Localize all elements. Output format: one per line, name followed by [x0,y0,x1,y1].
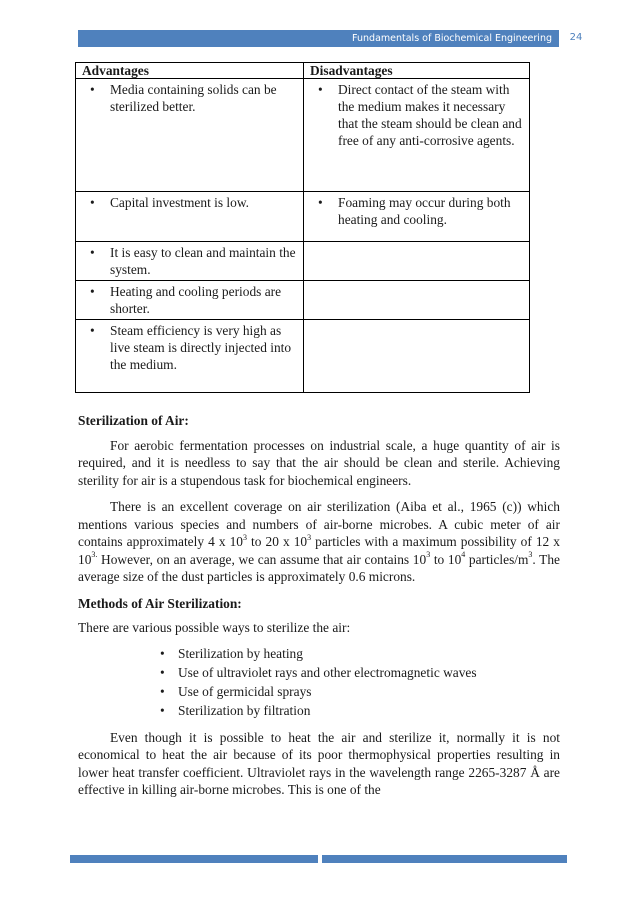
table-row [76,79,530,192]
advantage-cell [76,281,304,320]
bullet-icon: • [90,245,95,260]
methods-list [78,644,560,720]
advantage-text: It is easy to clean and maintain the system. [110,245,296,277]
advantage-cell [76,242,304,281]
column-header-disadvantages: Disadvantages [304,63,530,79]
disadvantage-cell [304,281,530,320]
advantage-cell [76,79,304,192]
list-item-text: Use of ultraviolet rays and other electromagnetic waves [178,664,477,680]
paragraph: Even though it is possible to heat the air and sterilize it, normally it is not economical to heat the air because of its poor thermophysical properties resulting in lower heat transfer coefficient. Ultraviolet rays in the wavelength range 2265-3287 Å are effective in killing air-borne microbes. This is one of the [78,729,560,797]
bullet-icon: • [160,683,165,699]
table-row [76,281,530,320]
disadvantage-text: Direct contact of the steam with the medium makes it necessary that the steam should be clean and free of any anti-corrosive agents. [338,82,522,148]
advantages-table [75,62,530,393]
advantage-cell [76,192,304,242]
header-bar [78,30,559,47]
text-run: to 10 [430,551,462,567]
list-item [160,682,560,701]
bullet-icon: • [90,284,95,299]
table-row [76,192,530,242]
disadvantage-cell [304,320,530,393]
bullet-icon: • [318,82,323,97]
superscript: 3 [528,550,533,560]
header-title: Fundamentals of Biochemical Engineering [352,33,552,44]
text-run: However, on an average, we can assume that air contains 10 [97,551,427,567]
list-item [160,701,560,720]
column-header-advantages: Advantages [76,63,304,79]
table-row [76,242,530,281]
text-run: particles with a maximum possibility of 12 x 10 [78,534,560,567]
superscript: 3 [242,532,247,542]
disadvantage-cell [304,242,530,281]
paragraph [78,498,560,586]
table-row [76,320,530,393]
bullet-icon: • [318,195,323,210]
superscript: 3. [91,550,98,560]
list-item-text: Sterilization by heating [178,645,303,661]
superscript: 3 [307,532,312,542]
superscript: 3 [426,550,431,560]
paragraph: There are various possible ways to sterilize the air: [78,620,351,635]
page-number: 24 [569,32,583,43]
bullet-icon: • [160,702,165,718]
advantage-text: Media containing solids can be sterilized better. [110,82,277,114]
text-run: There is an excellent coverage on air sterilization (Aiba et al., 1965 (c)) which mentions various species and numbers of air-borne microbes. A cubic meter of air contains approximately 4 x 10 [78,499,560,549]
disadvantage-cell [304,79,530,192]
bullet-icon: • [160,664,165,680]
list-item [160,644,560,663]
advantage-text: Steam efficiency is very high as live steam is directly injected into the medium. [110,323,292,372]
list-item-text: Sterilization by filtration [178,702,311,718]
bullet-icon: • [90,82,95,97]
advantage-cell [76,320,304,393]
disadvantage-cell [304,192,530,242]
list-item [160,663,560,682]
section-heading-air-sterilization: Sterilization of Air: [78,413,189,428]
bullet-icon: • [160,645,165,661]
section-heading-methods: Methods of Air Sterilization: [78,595,242,611]
advantage-text: Capital investment is low. [110,195,249,210]
text-run: particles/m [465,551,529,567]
bullet-icon: • [90,323,95,338]
superscript: 4 [461,550,466,560]
advantage-text: Heating and cooling periods are shorter. [110,284,282,316]
text-run: . The average size of the dust particles is approximately 0.6 microns. [78,551,560,584]
disadvantage-text: Foaming may occur during both heating and cooling. [338,195,511,227]
text-run: to 20 x 10 [246,534,308,549]
footer-divider [318,855,322,863]
list-item-text: Use of germicidal sprays [178,683,312,699]
paragraph: For aerobic fermentation processes on industrial scale, a huge quantity of air is required, and it is needless to say that the air should be clean and sterile. Achieving sterility for air is a stupendous task for biochemical engineers. [78,437,560,488]
body-content [78,412,560,799]
bullet-icon: • [90,195,95,210]
table-header-row [76,63,530,79]
